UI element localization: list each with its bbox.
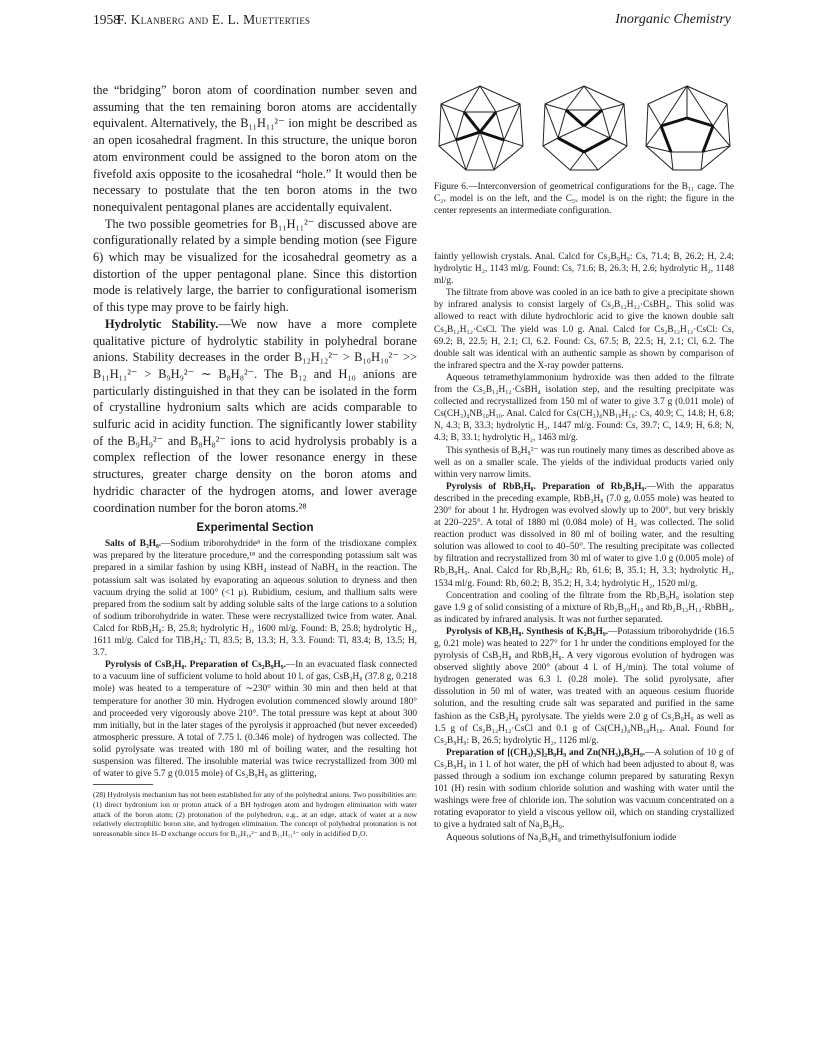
paragraph-text: —With the apparatus described in the preceding example, RbB₃H₈ (7.0 g, 0.055 mole) was heated to 230° for about 1 hr. Hydrogen was evolved slowly up to 200°, but very briskly at 220–225°. A total of 1880 ml (0.084 mole) of H₂ was collected. The solid reaction product was dissolved in 80 ml of boiling water, and the resulting solution was allowed to cool to 40–50°. The resulting precipitate was collected by filtration and recrystallized from 30 ml of water to give 1.0 g (0.005 mole) of Rb₂B₉H₉. Anal. Calcd for Rb₂B₉H₉: Rb, 61.6; B, 35.1; H, 3.3; hydrolytic H₂, 1534 ml/g. Found: Rb, 60.2; B, 35.2; H, 3.4; hydrolytic H₂, 1520 ml/g. bbox=[434, 481, 734, 589]
journal-name: Inorganic Chemistry bbox=[615, 12, 731, 27]
paragraph: Aqueous solutions of Na₂B₉H₉ and trimethylsulfonium iodide bbox=[446, 832, 677, 843]
page-header bbox=[93, 12, 731, 32]
run-in-heading: Salts of B₃H₈. bbox=[105, 539, 162, 550]
run-in-heading: Pyrolysis of CsB₃H₈. Preparation of Cs₂B₉H₉. bbox=[105, 660, 286, 671]
paragraph bbox=[93, 538, 417, 659]
c2v-model-drawing bbox=[434, 82, 527, 174]
right-column bbox=[434, 251, 734, 844]
paragraph: faintly yellowish crystals. Anal. Calcd for Cs₂B₉H₉: Cs, 71.4; B, 26.2; H, 2.4; hydrolytic H₂, 1143 ml/g. Found: Cs, 71.6; B, 26.3; H, 2.6; hydrolytic H₂, 1148 ml/g. bbox=[434, 252, 734, 287]
paragraph-text: —Sodium triborohydride⁸ in the form of the trisdioxane complex was prepared by the literature procedure,¹⁸ and the corresponding potassium salt was prepared in a similar fashion by using KBH₄ instead of NaBH₄ in the reaction. The potassium salt was isolated by evaporating an aqueous solution to dryness and then vacuum drying the solid at 100° (<1 μ). Rubidium, cesium, and thallium salts were prepared from the sodium salt by adding soluble salts of the large cations to a solution of sodium triborohydride in water. These were recrystallized twice from water. Anal. Calcd for RbB₃H₈: B, 25.8; hydrolytic H₂, 1600 ml/g. Found: B, 25.8; hydrolytic H₂, 1611 ml/g. Calcd for TlB₃H₈: Tl, 83.5; B, 13.3; H, 3.3. Found: Tl, 83.4; B, 13.5; H, 3.7. bbox=[93, 539, 417, 659]
paragraph-text: —We now have a more complete qualitative picture of hydrolytic stability in polyhedral borane anions. Stability decreases in the order B₁₂H₁₂²⁻ > B₁₀H₁₀²⁻ >> B₁₁H₁₁²⁻ > B₉H₉²⁻ ∼ B₈H₈²⁻. The B₁₂ and H₁₀ anions are particularly distinguished in that they can be isolated in the form of crystalline hydronium salts which are acids comparable to sulfuric acid in acidity function. The significantly lower stability of the B₉H₉²⁻ and B₈H₈²⁻ ions to acid hydrolysis probably is a complex reflection of the lower resonance energy in these structures, greater charge density on the boron atoms and hydridic character of the hydrogen atoms, and lower average coordination number for the boron atoms.²⁸ bbox=[93, 316, 417, 515]
figure-6 bbox=[434, 82, 734, 174]
run-in-heading: Preparation of [(CH₃)₃S]₂B₉H₉ and Zn(NH₃)₄B₉H₉. bbox=[446, 747, 646, 758]
run-in-heading: Hydrolytic Stability. bbox=[105, 316, 219, 331]
paragraph: This synthesis of B₉H₉²⁻ was run routinely many times as described above as well as on a smaller scale. The yields of the individual products varied only within very narrow limits. bbox=[434, 445, 734, 480]
paragraph: the “bridging” boron atom of coordination number seven and assuming that the ten remaining boron atoms are accidentally equivalent. Alternatively, the B₁₁H₁₁²⁻ ion might be described as an open icosahedral fragment. In this structure, the unique boron atom environment could be assigned to the boron atom on the fivefold axis opposite to the icosahedral “hole.” It would then be necessary to postulate that the ten boron atoms in the two nonequivalent pentagonal planes are accidentally equivalent. bbox=[93, 83, 417, 214]
c5v-model-drawing bbox=[641, 82, 734, 174]
run-in-heading: Pyrolysis of KB₃H₈. Synthesis of K₂B₉H₉. bbox=[446, 626, 609, 637]
paragraph: Concentration and cooling of the filtrate from the Rb₂B₉H₉ isolation step gave 1.9 g of solid consisting of a mixture of Rb₂B₁₀H₁₀ and Rb₂B₁₂H₁₂·RbBH₄, as indicated by infrared analysis. It was not further separated. bbox=[434, 590, 734, 625]
footnote: (28) Hydrolysis mechanism has not been established for any of the polyhedral anions. Two possibilities are: (1) direct hydronium ion or proton attack of a BH hydrogen atom and hydrogen elimination with water attack of the boron atom; (2) protonation of the polyhedron, e.g., at an edge, attack of water at a now relatively electrophilic boron site, and hydrogen elimination. The concept of polyhedral protonation is not unreasonable since H–D exchange occurs for B₁₀H₁₀²⁻ and B₁₁H₁₁²⁻ only in acidified D₂O. bbox=[93, 790, 417, 838]
footnote-rule bbox=[93, 784, 153, 785]
paragraph-text: —In an evacuated flask connected to a vacuum line of sufficient volume to hold about 10 l. of gas, CsB₃H₈ (37.8 g, 0.218 mole) was heated to a temperature of ∼230° within 30 min and then held at that temperature for another 30 min. Hydrogen evolution commenced slowly around 180° and proceeded very vigorously above 210°. The total pressure was kept at about 300 mm initially, but in the later stages of the pyrolysis it approached (but never exceeded) atmospheric pressure. A total of 7.75 l. (0.346 mole) of hydrogen was collected. The solid pyrolysate was treated with 180 ml of boiling water, and the resulting hot suspension was filtered. The insoluble material was twice recrystallized from 300 ml of water to give 5.7 g (0.015 mole) of Cs₂B₉H₉ as glittering, bbox=[93, 660, 417, 780]
paragraph bbox=[434, 626, 734, 747]
paragraph bbox=[434, 747, 734, 832]
paragraph-text: —Potassium triborohydride (16.5 g, 0.21 mole) was heated to 227° for 1 hr under the conditions employed for the pyrolysis of CsB₃H₈ and RbB₃H₈. A very vigorous evolution of hydrogen was observed slightly above 200° (about 4 l. of H₂/min). The total volume of hydrogen generated was 6.3 l. (0.28 mole). The solid pyrolysate, after dissolution in 50 ml of water, was treated with an aqueous cesium fluoride solution, and the resulting crude salt was separated and purified in the same fashion as the CsB₃H₈ pyrolysate. The yields were 2.0 g of Cs₂B₉H₉ as well as 1.5 g of Cs₂B₁₂H₁₂·CsCl and 0.1 g of Cs(CH₃)₄NB₁₀H₁₀. Anal. Found for Cs₂B₉H₉: B, 26.5; hydrolytic H₂, 1126 ml/g. bbox=[434, 626, 734, 746]
paragraph: The two possible geometries for B₁₁H₁₁²⁻ discussed above are configurationally related by a simple bending motion (see Figure 6) which may be visualized for the icosahedral geometry as a distortion of the upper pentagonal plane. Since this distortion mode is relatively large, the barrier to configurational isomerism of this type may prove to be fairly high. bbox=[93, 216, 417, 315]
left-column bbox=[93, 82, 417, 839]
figure-caption: Figure 6.—Interconversion of geometrical configurations for the B₁₁ cage. The C₂ᵥ model is on the left, and the C₅ᵥ model is on the right; the figure in the center represents an intermediate configuration. bbox=[434, 182, 734, 217]
paragraph bbox=[434, 481, 734, 590]
paragraph bbox=[93, 316, 417, 516]
running-authors: F. Klanberg and E. L. Muetterties bbox=[117, 12, 311, 27]
body-text-left bbox=[93, 82, 417, 516]
intermediate-model-drawing bbox=[538, 82, 631, 174]
paragraph: The filtrate from above was cooled in an ice bath to give a precipitate shown by infrared analysis to consist largely of Cs₂B₁₂H₁₂·CsBH₄. This solid was allowed to react with dilute hydrochloric acid to give the known double salt Cs₂B₁₂H₁₂·CsCl. The yield was 1.0 g. Anal. Calcd for Cs₂B₁₂H₁₂·CsCl: Cs, 69.2; B, 22.5; H, 2.1; Cl, 6.2. Found: Cs, 67.5; B, 22.5; H, 2.1; Cl, 6.2. The double salt was identical with an authentic sample as shown by comparison of the infrared spectra and the X-ray powder patterns. bbox=[434, 288, 734, 371]
experimental-text bbox=[93, 538, 417, 780]
paragraph bbox=[93, 659, 417, 780]
paragraph: Aqueous tetramethylammonium hydroxide was then added to the filtrate from the Cs₂B₁₂H₁₂·CsBH₄ isolation step, and the resulting precipitate was collected and recrystallized from 150 ml of water to give 3.7 g (0.011 mole) of Cs(CH₃)₄NB₁₀H₁₀. Anal. Calcd for Cs(CH₃)₄NB₁₀H₁₀: Cs, 40.9; C, 14.8; H, 6.8; N, 4.3; B, 33.3; hydrolytic H₂, 1447 ml/g. Found: Cs, 39.7; C, 14.9; H, 6.8; N, 4.3; B, 33.1; hydrolytic H₂, 1463 ml/g. bbox=[434, 372, 734, 444]
page-number: 1958 bbox=[93, 12, 120, 27]
run-in-heading: Pyrolysis of RbB₃H₈. Preparation of Rb₂B₉H₉. bbox=[446, 481, 647, 492]
paragraph-text: —A solution of 10 g of Cs₂B₉H₉ in 1 l. of hot water, the pH of which had been adjusted to about 8, was passed through a sodium ion exchange column prepared by saturating Rexyn 101 (H) resin with sodium chloride solution and washing with water until the washings were free of chloride ion. The solution was vacuum concentrated on a rotating evaporator to yield a viscous yellow oil, which on standing crystallized to give a hydrated salt of Na₂B₉H₉. bbox=[434, 747, 735, 831]
section-heading: Experimental Section bbox=[196, 522, 314, 535]
